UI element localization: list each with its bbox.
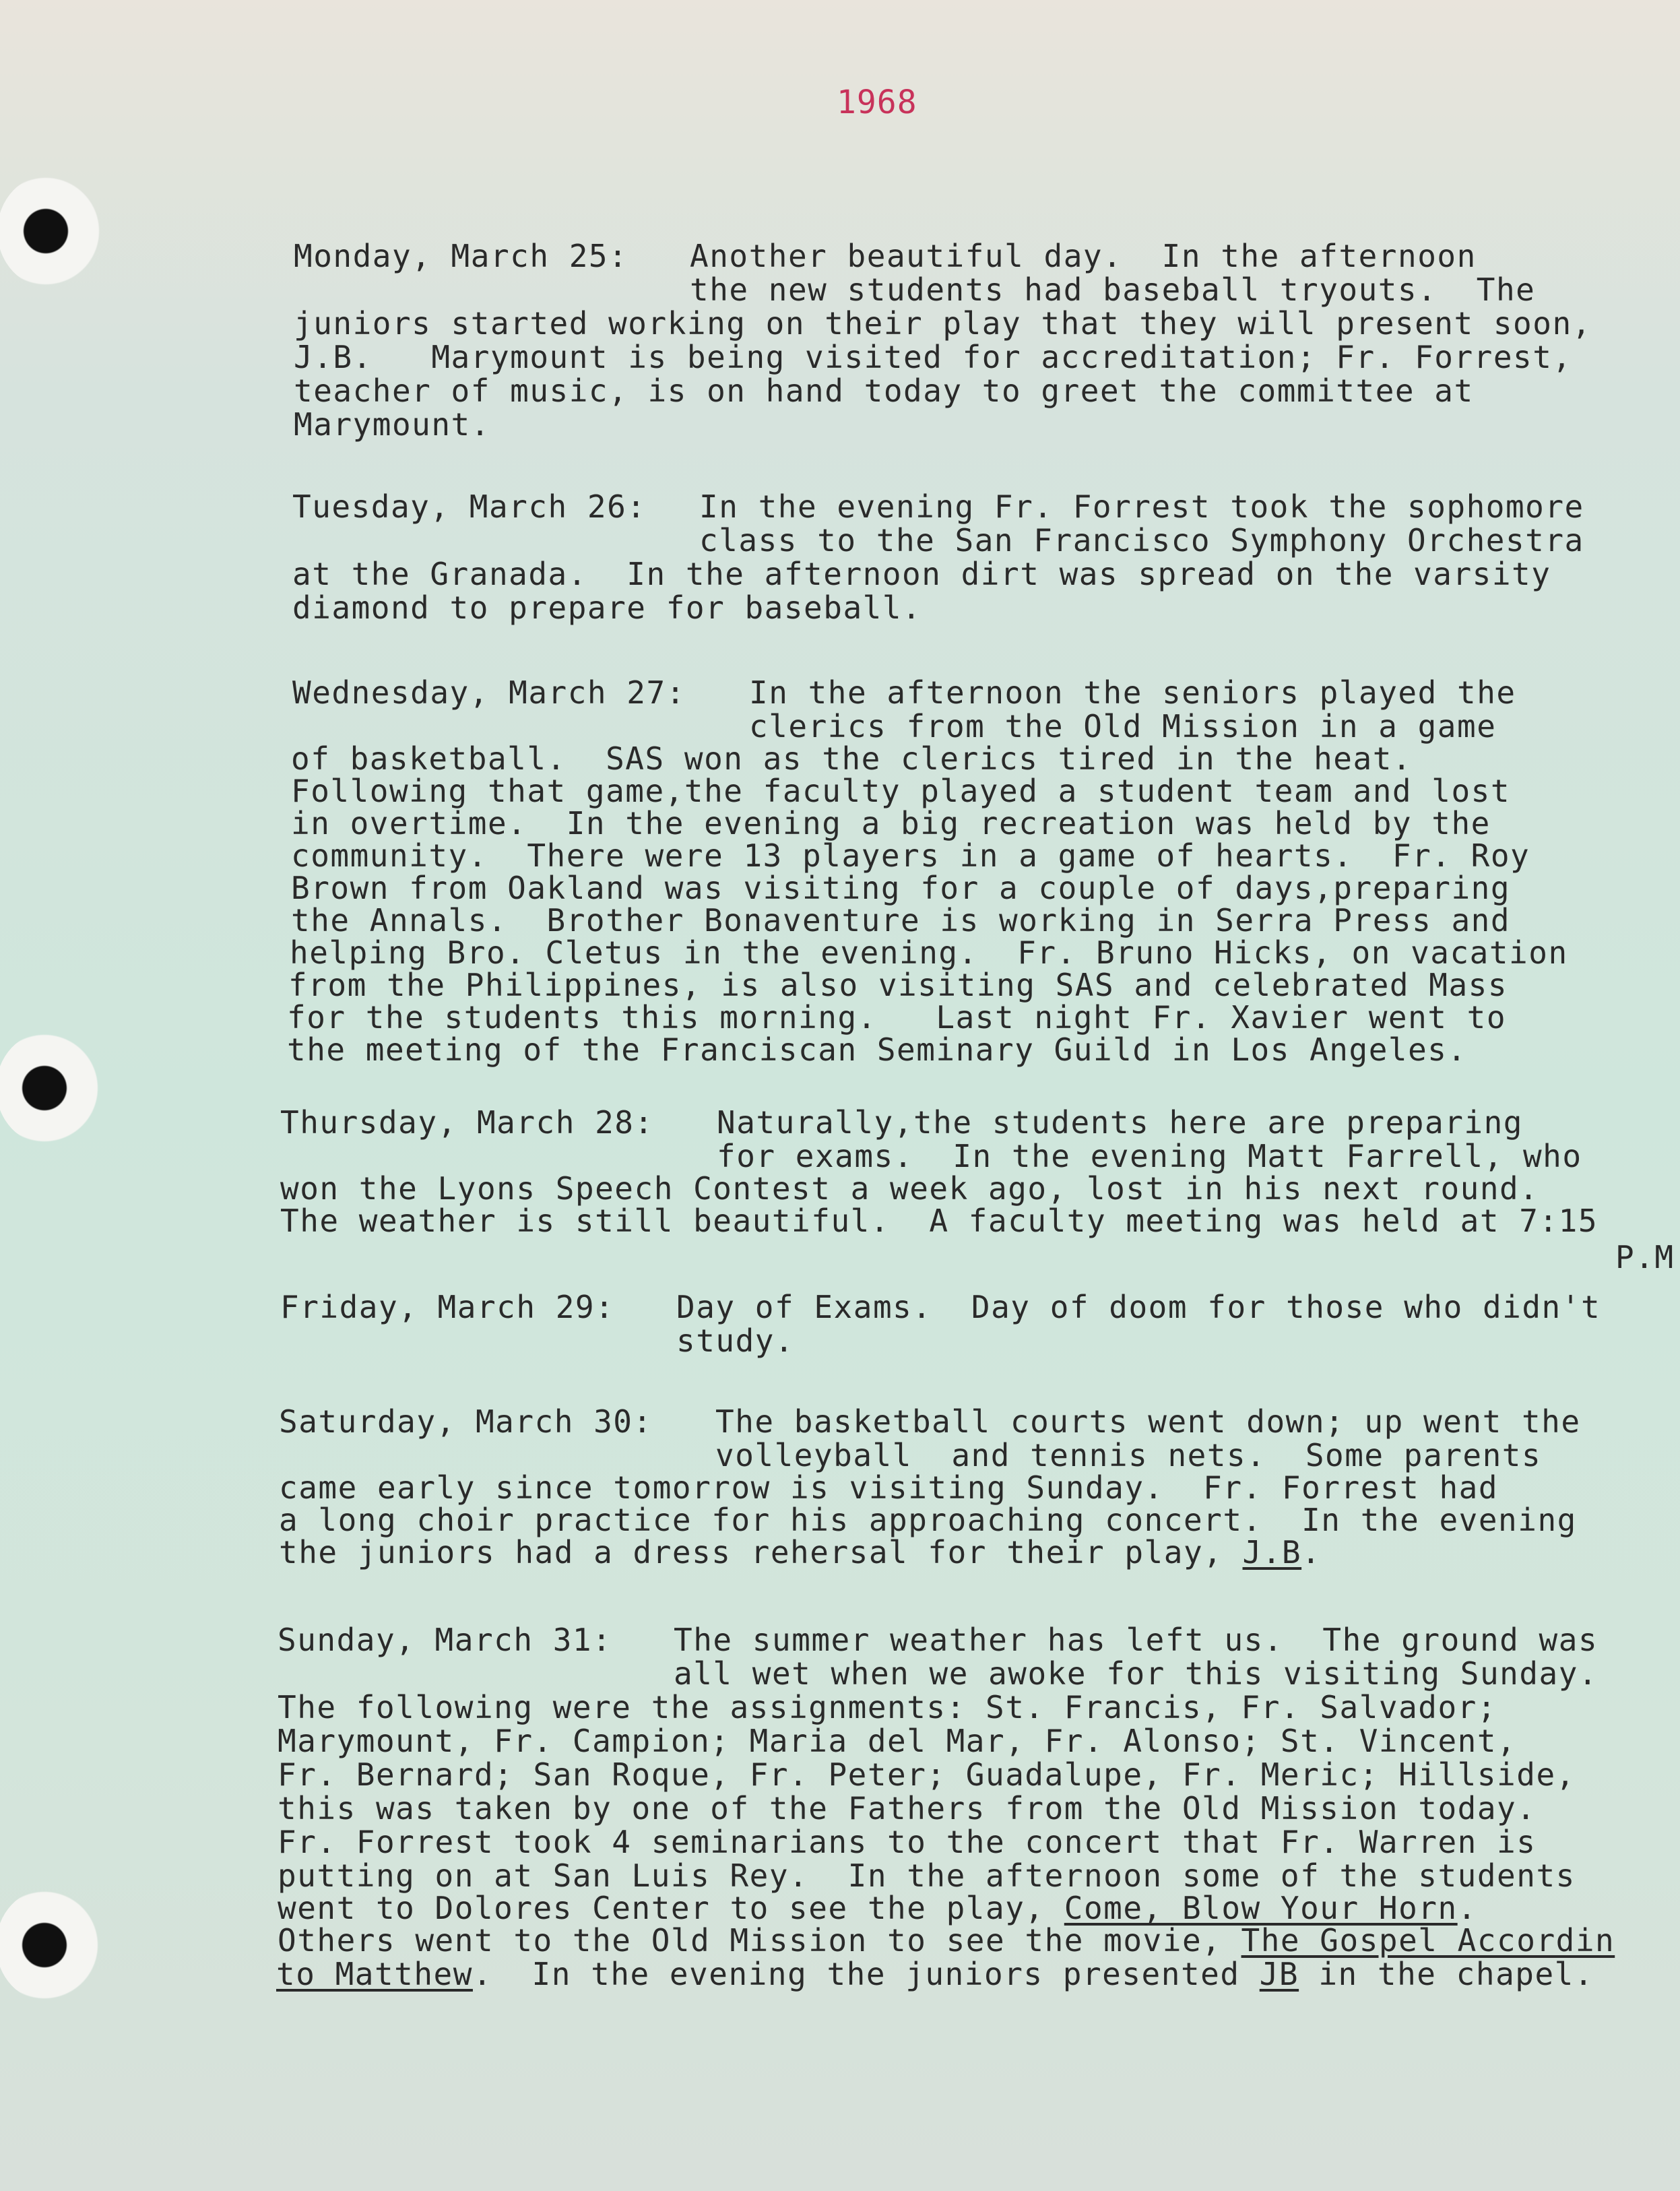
entry-line: volleyball and tennis nets. Some parents (715, 1437, 1542, 1473)
entry-line: The weather is still beautiful. A faculty meeting was held at 7:15 (280, 1203, 1598, 1239)
entry-line (278, 1892, 1477, 1924)
entry-line: a long choir practice for his approaching concert. In the evening (279, 1502, 1577, 1538)
play-title-come-blow-your-horn: Come, Blow Your Horn (1064, 1890, 1458, 1926)
entry-line: the Annals. Brother Bonaventure is working in Serra Press and (291, 902, 1511, 939)
entry-line: of basketball. SAS won as the clerics tired in the heat. (291, 740, 1413, 777)
entry-line (279, 1536, 1321, 1568)
entry-line: community. There were 13 players in a game of hearts. Fr. Roy (291, 837, 1530, 874)
entry-line: helping Bro. Cletus in the evening. Fr. Bruno Hicks, on vacation (290, 934, 1568, 971)
entry-line: putting on at San Luis Rey. In the afternoon some of the students (278, 1857, 1576, 1894)
entry-line: clerics from the Old Mission in a game (749, 708, 1497, 744)
entry-line (276, 1958, 1594, 1990)
entry-line: P.M (1615, 1239, 1675, 1275)
entry-line: Day of Exams. Day of doom for those who didn't (676, 1289, 1601, 1325)
entry-line: The summer weather has left us. The ground was (674, 1622, 1598, 1658)
entry-date: Saturday, March 30: (279, 1403, 653, 1440)
entry-text: the juniors had a dress rehersal for their play, (279, 1534, 1243, 1570)
entry-date: Thursday, March 28: (280, 1104, 654, 1141)
binder-hole-bottom (0, 1888, 104, 2002)
entry-line: Fr. Forrest took 4 seminarians to the concert that Fr. Warren is (278, 1824, 1537, 1860)
entry-line: from the Philippines, is also visiting SAS and celebrated Mass (288, 967, 1508, 1003)
entry-line: The following were the assignments: St. Francis, Fr. Salvador; (278, 1689, 1497, 1725)
entry-line: Brown from Oakland was visiting for a couple of days,preparing (291, 870, 1511, 906)
entry-line: Following that game,the faculty played a student team and lost (291, 773, 1511, 809)
entry-line (278, 1924, 1615, 1957)
entry-line: The basketball courts went down; up went the (715, 1403, 1581, 1440)
entry-line: Fr. Bernard; San Roque, Fr. Peter; Guadalupe, Fr. Meric; Hillside, (278, 1756, 1576, 1793)
entry-line: teacher of music, is on hand today to greet the committee at (294, 373, 1474, 409)
entry-line: study. (676, 1323, 795, 1359)
entry-text: . (1457, 1890, 1477, 1926)
binder-hole-middle (0, 1031, 104, 1145)
entry-line: In the afternoon the seniors played the (749, 674, 1516, 711)
entry-text: went to Dolores Center to see the play, (278, 1890, 1064, 1926)
play-title-jb: J.B (1242, 1534, 1302, 1570)
entry-line: at the Granada. In the afternoon dirt was spread on the varsity (292, 556, 1551, 592)
entry-line: Another beautiful day. In the afternoon (690, 238, 1477, 274)
entry-text: in the chapel. (1299, 1956, 1594, 1992)
movie-title-gospel-part1: The Gospel Accordin (1241, 1922, 1615, 1959)
entry-line: Marymount, Fr. Campion; Maria del Mar, Fr. Alonso; St. Vincent, (278, 1723, 1517, 1759)
entry-line: J.B. Marymount is being visited for accreditation; Fr. Forrest, (294, 339, 1572, 375)
entry-line: class to the San Francisco Symphony Orchestra (699, 522, 1584, 559)
entry-text: . (1301, 1534, 1322, 1570)
entry-line: In the evening Fr. Forrest took the sophomore (699, 488, 1584, 525)
entry-line: in overtime. In the evening a big recreation was held by the (291, 805, 1491, 842)
entry-line: the new students had baseball tryouts. The (690, 272, 1536, 308)
entry-line: the meeting of the Franciscan Seminary Guild in Los Angeles. (287, 1031, 1467, 1068)
entry-date: Sunday, March 31: (278, 1622, 612, 1658)
entry-line: diamond to prepare for baseball. (292, 590, 922, 626)
page-year: 1968 (837, 84, 917, 121)
entry-date: Friday, March 29: (280, 1289, 615, 1325)
entry-line: came early since tomorrow is visiting Sunday. Fr. Forrest had (279, 1469, 1499, 1506)
entry-line: juniors started working on their play that they will present soon, (294, 305, 1592, 342)
binder-hole-top (0, 174, 105, 288)
entry-line: Naturally,the students here are preparing (717, 1104, 1523, 1141)
entry-date: Monday, March 25: (294, 238, 628, 274)
entry-date: Wednesday, March 27: (292, 674, 686, 711)
entry-date: Tuesday, March 26: (292, 488, 647, 525)
entry-text: . In the evening the juniors presented (472, 1956, 1260, 1992)
entry-line: for the students this morning. Last night Fr. Xavier went to (287, 999, 1507, 1036)
entry-line: this was taken by one of the Fathers from the Old Mission today. (278, 1790, 1537, 1827)
entry-line: won the Lyons Speech Contest a week ago, lost in his next round. (280, 1170, 1539, 1207)
entry-line: all wet when we awoke for this visiting Sunday. (674, 1655, 1598, 1692)
entry-line: Marymount. (294, 406, 490, 443)
play-title-jb-chapel: JB (1259, 1956, 1299, 1992)
entry-line: for exams. In the evening Matt Farrell, who (717, 1138, 1582, 1174)
entry-text: Others went to the Old Mission to see the movie, (278, 1922, 1241, 1959)
movie-title-gospel-part2: to Matthew (276, 1956, 473, 1992)
